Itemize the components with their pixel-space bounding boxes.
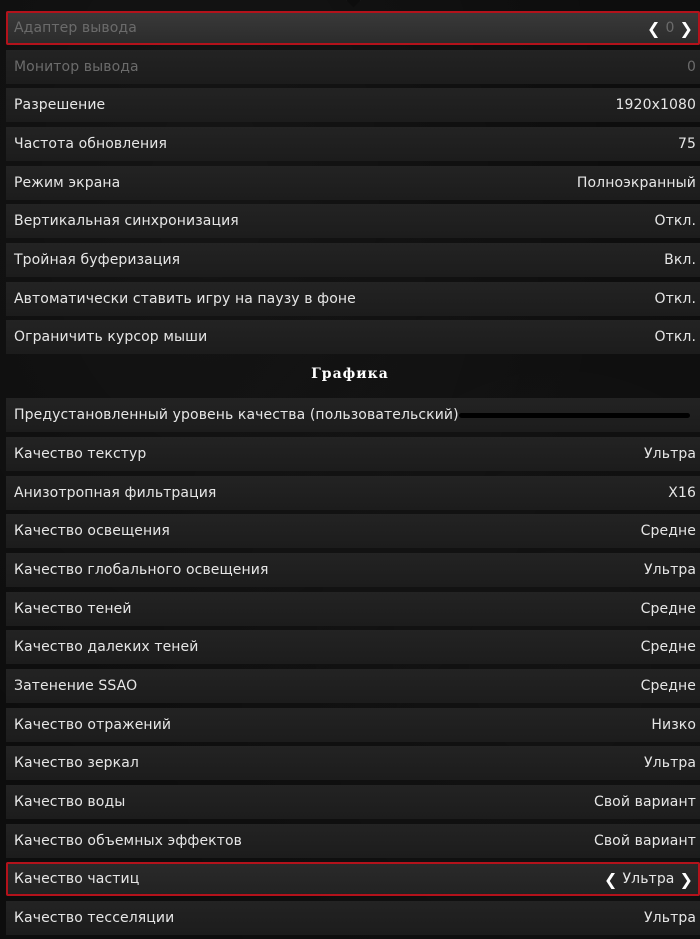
setting-triple-buffering[interactable] [6, 243, 700, 277]
arrow-right-icon[interactable]: ❯ [679, 18, 693, 38]
setting-value: Откл. [654, 329, 696, 345]
setting-value: Ультра [622, 871, 675, 887]
setting-global-illumination[interactable] [6, 553, 700, 587]
setting-label: Режим экрана [14, 175, 121, 191]
setting-label: Затенение SSAO [14, 678, 138, 694]
arrow-left-icon[interactable]: ❮ [646, 18, 661, 38]
setting-label: Качество зеркал [14, 755, 139, 771]
setting-label: Качество далеких теней [14, 639, 199, 655]
setting-shadow-quality[interactable] [6, 592, 700, 626]
setting-label: Анизотропная фильтрация [14, 485, 217, 501]
setting-volumetric-quality[interactable] [6, 824, 700, 858]
setting-value: 0 [665, 20, 675, 36]
setting-label: Автоматически ставить игру на паузу в фоне [14, 291, 356, 307]
setting-pause-in-background[interactable] [6, 282, 700, 316]
setting-value: Средне [640, 639, 696, 655]
setting-value: Ультра [644, 446, 696, 462]
top-notch [346, 0, 362, 7]
setting-label: Тройная буферизация [14, 252, 181, 268]
setting-label: Вертикальная синхронизация [14, 213, 239, 229]
setting-value: Ультра [644, 910, 696, 926]
setting-label: Разрешение [14, 97, 106, 113]
setting-mirror-quality[interactable] [6, 746, 700, 780]
setting-ssao[interactable] [6, 669, 700, 703]
setting-value: Вкл. [664, 252, 696, 268]
setting-clip-cursor[interactable] [6, 320, 700, 354]
setting-value: Откл. [654, 291, 696, 307]
setting-particle-quality[interactable] [6, 862, 700, 896]
setting-value: Средне [640, 678, 696, 694]
setting-value: X16 [668, 485, 696, 501]
setting-quality-preset[interactable] [6, 398, 700, 432]
setting-value: Свой вариант [593, 833, 696, 849]
setting-label: Адаптер вывода [14, 20, 137, 36]
section-header-graphics: Графика [311, 366, 389, 382]
setting-label: Качество теней [14, 601, 132, 617]
setting-screen-mode[interactable] [6, 166, 700, 200]
setting-refresh-rate[interactable] [6, 127, 700, 161]
setting-value: 0 [686, 59, 696, 75]
setting-label: Качество освещения [14, 523, 170, 539]
setting-value: Откл. [654, 213, 696, 229]
setting-label: Качество объемных эффектов [14, 833, 242, 849]
setting-value: Низко [651, 717, 696, 733]
setting-value: Полноэкранный [576, 175, 696, 191]
arrow-left-icon[interactable]: ❮ [604, 869, 618, 889]
setting-value: 1920x1080 [615, 97, 696, 113]
setting-lighting-quality[interactable] [6, 514, 700, 548]
setting-label: Монитор вывода [14, 59, 139, 75]
setting-label: Предустановленный уровень качества (пользовательский) [14, 407, 459, 423]
setting-output-monitor[interactable] [6, 50, 700, 84]
setting-resolution[interactable] [6, 88, 700, 122]
setting-vsync[interactable] [6, 204, 700, 238]
setting-label: Качество воды [14, 794, 126, 810]
setting-value: Средне [640, 523, 696, 539]
setting-label: Частота обновления [14, 136, 167, 152]
setting-reflection-quality[interactable] [6, 708, 700, 742]
setting-texture-quality[interactable] [6, 437, 700, 471]
arrow-right-icon[interactable]: ❯ [679, 869, 693, 889]
setting-label: Ограничить курсор мыши [14, 329, 208, 345]
setting-value: Ультра [644, 562, 696, 578]
setting-label: Качество тесселяции [14, 910, 175, 926]
setting-far-shadow-quality[interactable] [6, 630, 700, 664]
setting-value: Свой вариант [593, 794, 696, 810]
setting-selector[interactable] [601, 870, 696, 889]
setting-output-adapter[interactable] [6, 11, 700, 45]
setting-label: Качество текстур [14, 446, 147, 462]
setting-value: Ультра [644, 755, 696, 771]
setting-water-quality[interactable] [6, 785, 700, 819]
setting-value: Средне [640, 601, 696, 617]
quality-preset-slider[interactable] [459, 413, 690, 418]
setting-anisotropic-filtering[interactable] [6, 476, 700, 510]
setting-label: Качество глобального освещения [14, 562, 269, 578]
setting-selector[interactable] [644, 19, 696, 38]
setting-label: Качество отражений [14, 717, 172, 733]
setting-value: 75 [677, 136, 696, 152]
setting-label: Качество частиц [14, 871, 140, 887]
setting-tessellation-quality[interactable] [6, 901, 700, 935]
